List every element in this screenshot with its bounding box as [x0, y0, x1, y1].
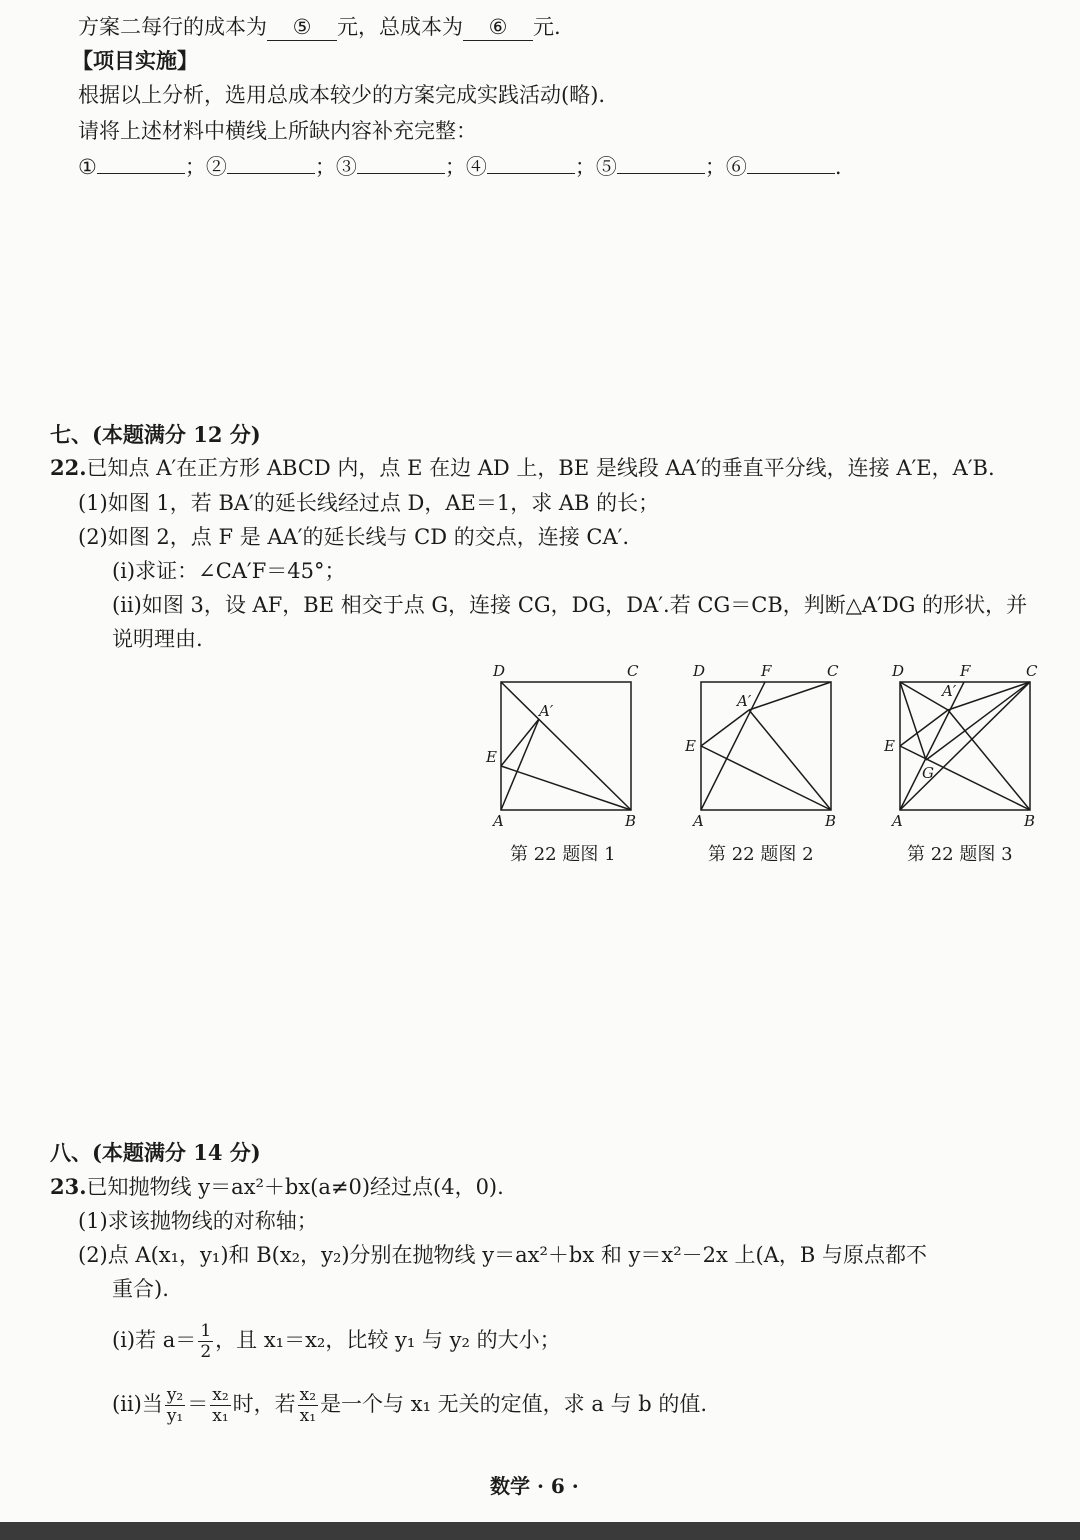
q22-part2-ii: (ⅱ)如图 3，设 AF，BE 相交于点 G，连接 CG，DG，DA′.若 CG＝CB，判断△A′DG 的形状，并	[112, 593, 1028, 617]
q23-ii-post: 是一个与 x₁ 无关的定值，求 a 与 b 的值.	[320, 1392, 708, 1416]
q23-part1: (1)求该抛物线的对称轴；	[78, 1209, 318, 1233]
fraction-numerator: y₂	[166, 1385, 184, 1405]
answer-4-blank	[487, 173, 575, 174]
answer-5-label: ⑤	[595, 155, 617, 179]
q23-text: 已知抛物线 y＝ax²＋bx(a≠0)经过点(4，0).	[86, 1175, 504, 1199]
answer-5-blank	[617, 173, 705, 174]
answer-sep: ；	[574, 155, 596, 179]
figure-2	[685, 660, 845, 835]
fig3-label-c: C	[1026, 662, 1038, 680]
impl-heading: 【项目实施】	[72, 48, 198, 73]
q23-part2-ii	[112, 1382, 707, 1426]
answer-1-label: ①	[78, 155, 97, 179]
q22-part2-ii-cont: 说明理由.	[112, 627, 203, 651]
fraction-denominator: y₁	[166, 1406, 184, 1426]
answer-sep: ；	[314, 155, 336, 179]
q23-stem	[50, 1172, 504, 1202]
fraction-denominator: x₁	[299, 1406, 317, 1426]
section8-heading: 八、(本题满分 14 分)	[50, 1140, 261, 1165]
fig1-label-a: A	[493, 812, 504, 830]
fraction-numerator: 1	[200, 1321, 212, 1341]
q23-ii-mid: 时，若	[232, 1392, 296, 1416]
q23-part2: (2)点 A(x₁，y₁)和 B(x₂，y₂)分别在抛物线 y＝ax²＋bx 和 y＝x²－2x 上(A，B 与原点都不	[78, 1243, 927, 1267]
fig2-label-d: D	[693, 662, 706, 680]
q22-stem	[50, 453, 995, 483]
fraction-numerator: x₂	[212, 1385, 229, 1405]
fig3-label-g: G	[922, 764, 934, 782]
fig3-label-a: A	[892, 812, 903, 830]
answer-4-label: ④	[465, 155, 487, 179]
fraction-x2-x1	[210, 1385, 230, 1426]
fig1-label-e: E	[486, 748, 497, 766]
fig1-caption: 第 22 题图 1	[510, 844, 616, 865]
answer-2-label: ②	[205, 155, 227, 179]
fig1-label-aprime: A′	[539, 702, 554, 720]
fraction-y2-y1	[165, 1385, 185, 1426]
q23-number: 23.	[50, 1174, 87, 1199]
fig2-label-e: E	[685, 737, 696, 755]
fig1-label-b: B	[625, 812, 637, 830]
cost-text-1: 方案二每行的成本为	[78, 15, 267, 39]
fig3-label-e: E	[884, 737, 895, 755]
cost-line	[78, 12, 561, 42]
figure-1	[485, 660, 645, 835]
fraction-denominator: x₁	[212, 1406, 229, 1426]
answer-6-blank	[747, 173, 835, 174]
answer-line	[78, 152, 842, 182]
q22-number: 22.	[50, 455, 87, 480]
fig3-label-f: F	[960, 662, 971, 680]
fig2-label-aprime: A′	[737, 692, 752, 710]
fig2-label-b: B	[825, 812, 837, 830]
impl-text: 根据以上分析，选用总成本较少的方案完成实践活动(略).	[78, 83, 606, 107]
fraction-one-half	[198, 1321, 213, 1362]
cost-text-2: 元，总成本为	[337, 15, 463, 39]
q23-part2-i	[112, 1318, 561, 1362]
fig3-label-aprime: A′	[942, 682, 957, 700]
q23-ii-pre: (ⅱ)当	[112, 1392, 163, 1416]
answer-sep: ；	[444, 155, 466, 179]
q23-ii-eq: ＝	[187, 1392, 209, 1416]
answer-sep: ；	[184, 155, 206, 179]
blank-6: ⑥	[463, 14, 533, 41]
fig2-label-c: C	[827, 662, 839, 680]
q23-i-post: ，且 x₁＝x₂，比较 y₁ 与 y₂ 的大小；	[215, 1328, 561, 1352]
fig1-label-c: C	[627, 662, 639, 680]
fig1-label-d: D	[493, 662, 506, 680]
figure-3	[884, 660, 1044, 835]
fig2-label-f: F	[761, 662, 772, 680]
fig3-label-d: D	[892, 662, 905, 680]
answer-1-blank	[97, 173, 185, 174]
fig2-caption: 第 22 题图 2	[708, 844, 814, 865]
fraction-x2-x1-2	[298, 1385, 318, 1426]
q22-part2: (2)如图 2，点 F 是 AA′的延长线与 CD 的交点，连接 CA′.	[78, 525, 630, 549]
answer-end: .	[834, 155, 842, 179]
answer-2-blank	[227, 173, 315, 174]
q22-part1: (1)如图 1，若 BA′的延长线经过点 D，AE＝1，求 AB 的长；	[78, 491, 660, 515]
page-footer: 数学 · 6 ·	[490, 1474, 579, 1498]
q23-i-pre: (ⅰ)若 a＝	[112, 1328, 197, 1352]
answer-6-label: ⑥	[725, 155, 747, 179]
answer-3-blank	[357, 173, 445, 174]
q23-part2-cont: 重合).	[112, 1277, 169, 1301]
fill-instruction: 请将上述材料中横线上所缺内容补充完整：	[78, 119, 477, 143]
answer-sep: ；	[704, 155, 726, 179]
fig3-label-b: B	[1024, 812, 1036, 830]
cost-text-3: 元.	[533, 15, 561, 39]
fraction-denominator: 2	[200, 1342, 212, 1362]
section7-heading: 七、(本题满分 12 分)	[50, 422, 261, 447]
fraction-numerator: x₂	[299, 1385, 317, 1405]
q22-text: 已知点 A′在正方形 ABCD 内，点 E 在边 AD 上，BE 是线段 AA′的垂直平分线，连接 A′E，A′B.	[86, 456, 995, 480]
blank-5: ⑤	[267, 14, 337, 41]
bottom-bar	[0, 1522, 1080, 1540]
q22-part2-i: (ⅰ)求证：∠CA′F＝45°；	[112, 559, 346, 583]
fig3-caption: 第 22 题图 3	[907, 844, 1013, 865]
answer-3-label: ③	[335, 155, 357, 179]
fig2-label-a: A	[693, 812, 704, 830]
